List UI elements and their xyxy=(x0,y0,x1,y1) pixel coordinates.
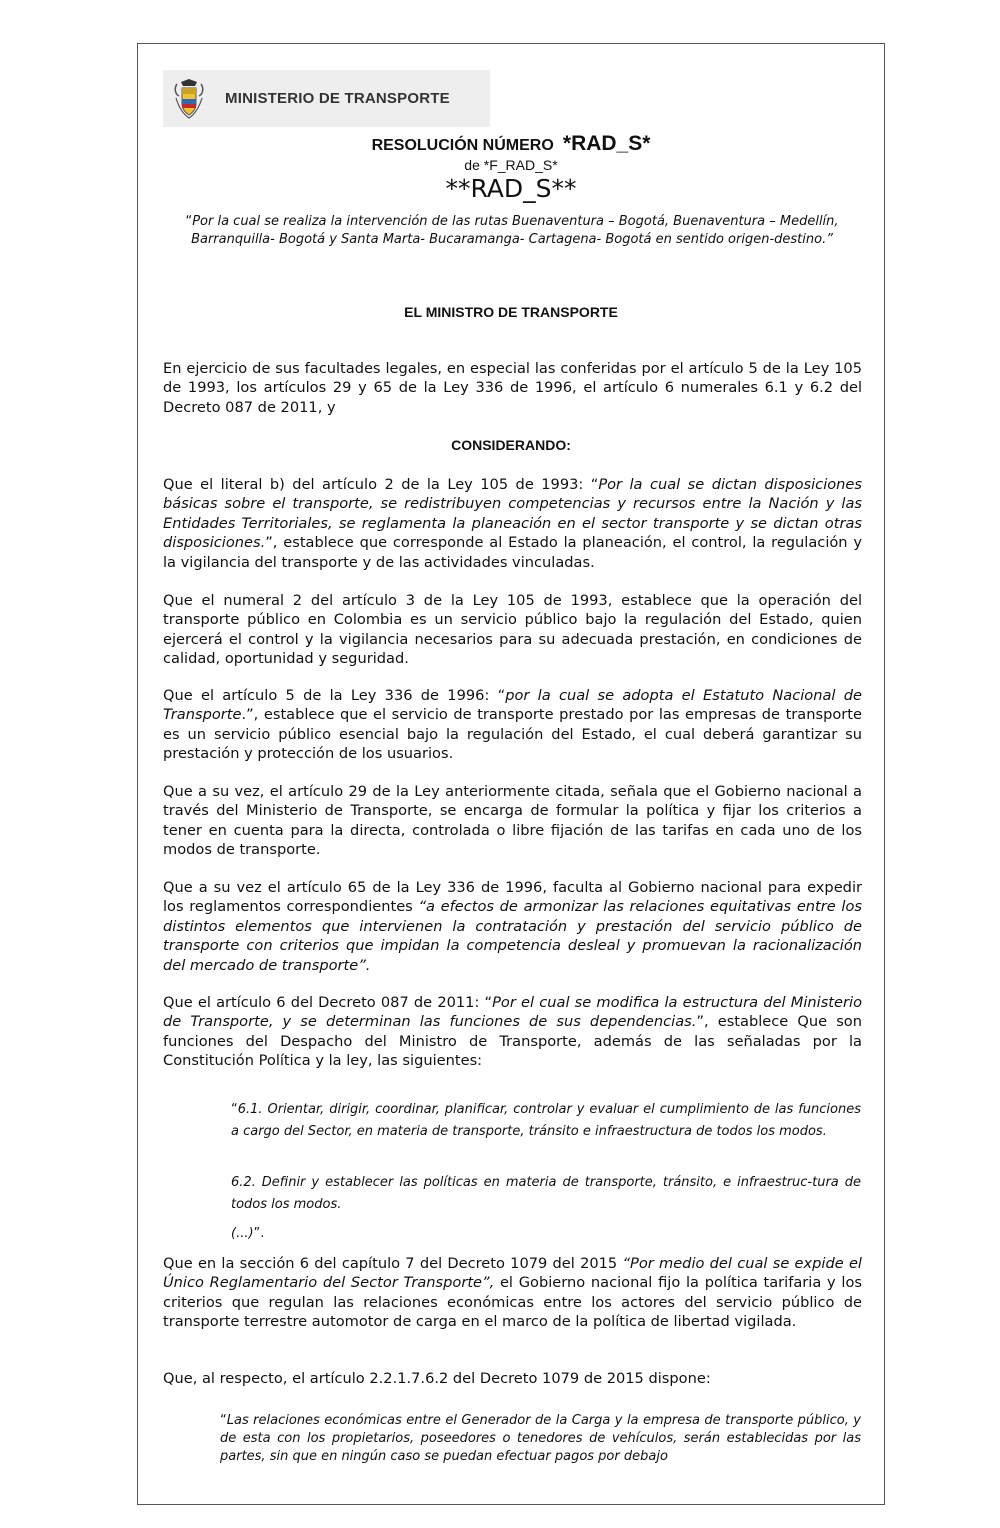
quoted-article-2-2-1-7-6-2: “Las relaciones económicas entre el Generador de la Carga y la empresa de transporte público, y de esta con los propietarios, poseedores o tenedores de vehículos, serán establecidas por las partes, sin que en ningún caso se puedan efectuar pagos por debajo xyxy=(220,1413,861,1464)
preamble: En ejercicio de sus facultades legales, en especial las conferidas por el artículo 5 de la Ley 105 de 1993, los artículos 29 y 65 de la Ley 336 de 1996, el artículo 6 numerales 6.1 y 6.2 del Decreto 087 de 2011, y xyxy=(163,360,862,416)
paragraph-1: Que el literal b) del artículo 2 de la Ley 105 de 1993: “Por la cual se dictan disposiciones básicas sobre el transporte, se redistribuyen competencias y recursos entre la Nación y las Entidades Territoriales, se reglamenta la planeación en el sector transporte y se dictan otras disposiciones.”, establece que corresponde al Estado la planeación, el control, la regulación y la vigilancia del transporte y de las actividades vinculadas. xyxy=(163,476,863,571)
paragraph-6: Que el artículo 6 del Decreto 087 de 2011: “Por el cual se modifica la estructura del Ministerio de Transporte, y se determinan las funciones de sus dependencias.”, establece Que son funciones del Despacho del Ministro de Transporte, además de las señaladas por la Constitución Política y la ley, las siguientes: xyxy=(163,994,862,1070)
quoted-ellipsis: (...)”. xyxy=(231,1226,265,1241)
paragraph-2: Que el numeral 2 del artículo 3 de la Ley 105 de 1993, establece que la operación del transporte público en Colombia es un servicio público bajo la regulación del Estado, quien ejercerá el control y la vigilancia necesarios para su adecuada prestación, en condiciones de calidad, oportunidad y seguridad. xyxy=(163,592,862,668)
quoted-functions-6-2: 6.2. Definir y establecer las políticas en materia de transporte, tránsito, e infraestruc-tura de todos los modos. xyxy=(231,1175,861,1212)
considerando-heading: CONSIDERANDO: xyxy=(451,437,571,453)
paragraph-8: Que, al respecto, el artículo 2.2.1.7.6.2 del Decreto 1079 de 2015 dispone: xyxy=(163,1370,711,1387)
resolution-label: RESOLUCIÓN NÚMERO xyxy=(371,137,554,154)
resolution-title xyxy=(138,132,884,156)
letterhead xyxy=(163,70,490,127)
colombia-coat-of-arms-icon xyxy=(173,78,205,120)
resolution-date: de *F_RAD_S* xyxy=(464,157,558,173)
resolution-number: *RAD_S* xyxy=(562,132,651,155)
paragraph-3: Que el artículo 5 de la Ley 336 de 1996: “por la cual se adopta el Estatuto Nacional de Transporte.”, establece que el servicio de transporte prestado por las empresas de transporte es un servicio público esencial bajo la regulación del Estado, el cual deberá garantizar su prestación y protección de los usuarios. xyxy=(163,687,863,763)
issuing-authority: EL MINISTRO DE TRANSPORTE xyxy=(404,304,618,320)
resolution-subject: “Por la cual se realiza la intervención de las rutas Buenaventura – Bogotá, Buenaventura – Medellín, Barranquilla- Bogotá y Santa Marta- Bucaramanga- Cartagena- Bogotá en sentido origen-destino.” xyxy=(185,214,839,247)
paragraph-5: Que a su vez el artículo 65 de la Ley 336 de 1996, faculta al Gobierno nacional para expedir los reglamentos correspondientes “a efectos de armonizar las relaciones equitativas entre los distintos elementos que intervienen la contratación y prestación del servicio público de transporte con criterios que impidan la competencia desleal y promuevan la racionalización del mercado de transporte”. xyxy=(163,879,862,974)
ministry-name: MINISTERIO DE TRANSPORTE xyxy=(225,90,450,107)
quoted-functions-6-1: “6.1. Orientar, dirigir, coordinar, planificar, controlar y evaluar el cumplimiento de las funciones a cargo del Sector, en materia de transporte, tránsito e infraestructura de todos los modos. xyxy=(231,1102,861,1139)
document-page xyxy=(137,43,885,1505)
paragraph-4: Que a su vez, el artículo 29 de la Ley anteriormente citada, señala que el Gobierno nacional a través del Ministerio de Transporte, se encarga de formular la política y fijar los criterios a tener en cuenta para la directa, controlada o libre fijación de las tarifas en cada uno de los modos de transporte. xyxy=(163,783,862,859)
rad-code: **RAD_S** xyxy=(445,174,577,203)
paragraph-7: Que en la sección 6 del capítulo 7 del Decreto 1079 del 2015 “Por medio del cual se expide el Único Reglamentario del Sector Transporte”, el Gobierno nacional fijo la política tarifaria y los criterios que regulan las relaciones económicas entre los actores del servicio público de transporte terrestre automotor de carga en el marco de la política de libertad vigilada. xyxy=(163,1255,862,1331)
